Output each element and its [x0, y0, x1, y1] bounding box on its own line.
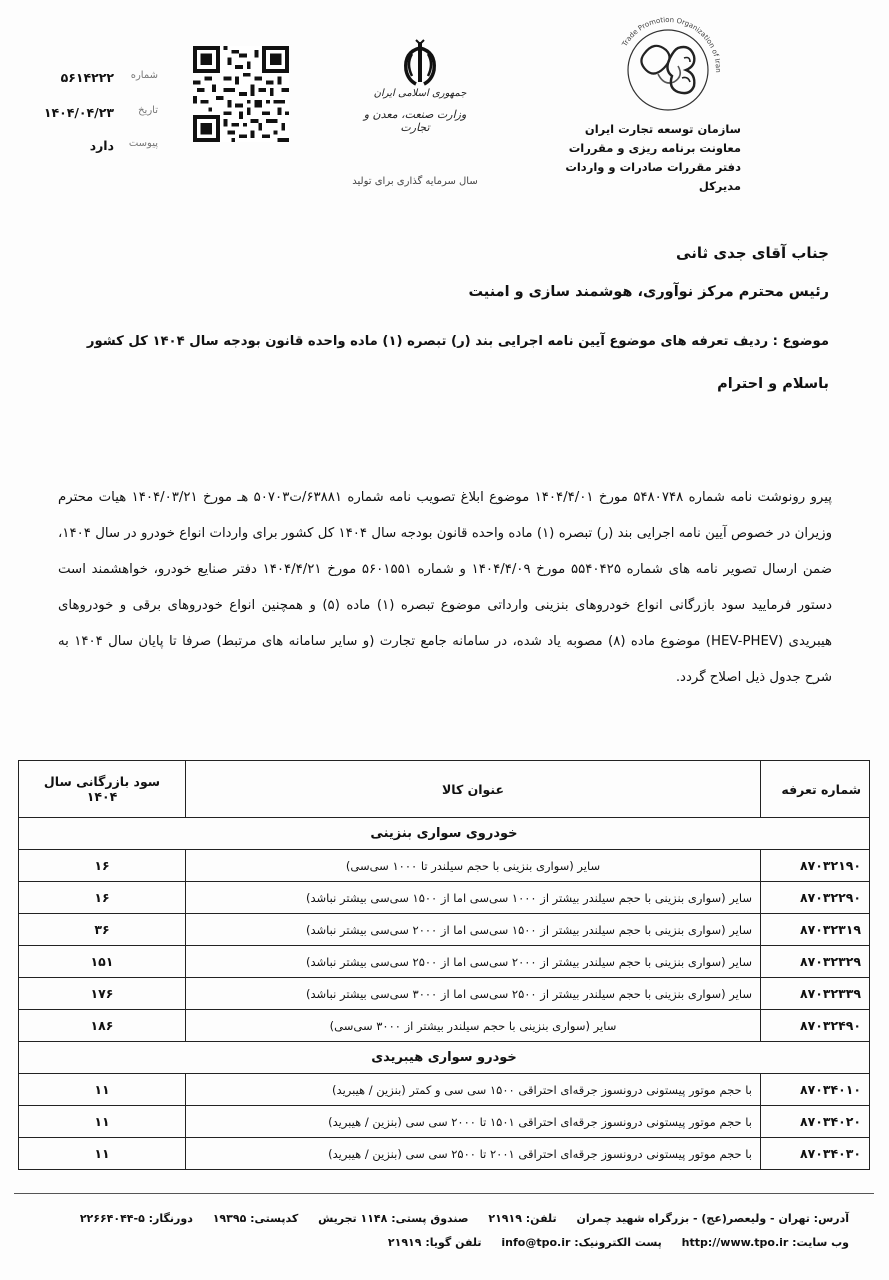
commercial-profit: ۱۱ — [19, 1138, 186, 1170]
year-slogan: سال سرمایه گذاری برای تولید — [352, 176, 478, 187]
greeting: باسلام و احترام — [717, 376, 829, 392]
commercial-profit: ۱۱ — [19, 1106, 186, 1138]
tariff-code: ۸۷۰۳۴۰۲۰ — [761, 1106, 870, 1138]
tariff-table — [18, 760, 870, 1170]
letter-attachment-row — [18, 138, 158, 154]
tariff-code: ۸۷۰۳۲۲۹۰ — [761, 882, 870, 914]
table-row — [19, 1010, 870, 1042]
organization-director: مدیرکل — [698, 179, 741, 193]
footer-website: وب سایت: http://www.tpo.ir — [681, 1236, 849, 1249]
table-row — [19, 1106, 870, 1138]
table-row — [19, 850, 870, 882]
footer-po-box: صندوق پستی: ۱۱۴۸ تجریش — [318, 1212, 469, 1225]
goods-title: سایر (سواری بنزینی با حجم سیلندر بیشتر از ۳۰۰۰ سی‌سی) — [186, 1010, 761, 1042]
footer-address-line — [39, 1212, 849, 1225]
table-row — [19, 914, 870, 946]
header-goods-title: عنوان کالا — [186, 761, 761, 818]
footer-fax: دورنگار: ۵-۲۲۶۶۴۰۴۴ — [79, 1212, 193, 1225]
letter-subject: موضوع : ردیف تعرفه های موضوع آیین نامه اجرایی بند (ر) تبصره (۱) ماده واحده قانون بودجه سال ۱۴۰۴ کل کشور — [86, 334, 829, 349]
goods-title: سایر (سواری بنزینی با حجم سیلندر تا ۱۰۰۰ سی‌سی) — [186, 850, 761, 882]
commercial-profit: ۳۶ — [19, 914, 186, 946]
table-row — [19, 1138, 870, 1170]
commercial-profit: ۱۵۱ — [19, 946, 186, 978]
organization-lines — [511, 120, 741, 196]
ministry-name: وزارت صنعت، معدن و تجارت — [363, 108, 467, 134]
tariff-code: ۸۷۰۳۲۴۹۰ — [761, 1010, 870, 1042]
tariff-code: ۸۷۰۳۴۰۳۰ — [761, 1138, 870, 1170]
header-commercial-profit: سود بازرگانی سال ۱۴۰۴ — [19, 761, 186, 818]
letter-date-label: تاریخ — [138, 105, 158, 116]
footer-phone: تلفن: ۲۱۹۱۹ — [488, 1212, 557, 1225]
section-title-gasoline: خودروی سواری بنزینی — [19, 818, 870, 850]
goods-title: سایر (سواری بنزینی با حجم سیلندر بیشتر از ۲۰۰۰ سی‌سی اما از ۲۵۰۰ سی‌سی بیشتر نباشد) — [186, 946, 761, 978]
organization-office: دفتر مقررات صادرات و واردات — [565, 160, 741, 174]
commercial-profit: ۱۸۶ — [19, 1010, 186, 1042]
table-row — [19, 882, 870, 914]
footer-contact-line — [39, 1236, 849, 1249]
goods-title: سایر (سواری بنزینی با حجم سیلندر بیشتر از ۲۵۰۰ سی‌سی اما از ۳۰۰۰ سی‌سی بیشتر نباشد) — [186, 978, 761, 1010]
svg-text:Trade Promotion Organization o — [620, 16, 722, 73]
goods-title: با حجم موتور پیستونی درونسوز جرقه‌ای احتراقی ۱۵۰۰ سی سی و کمتر (بنزین / هیبرید) — [186, 1074, 761, 1106]
letter-attachment-label: پیوست — [128, 138, 158, 149]
footer-email: پست الکترونیک: info@tpo.ir — [501, 1236, 662, 1249]
tariff-code: ۸۷۰۳۲۳۱۹ — [761, 914, 870, 946]
qr-code — [193, 46, 289, 142]
table-row — [19, 946, 870, 978]
header-tariff-code: شماره تعرفه — [761, 761, 870, 818]
tpo-logo — [612, 14, 732, 126]
iran-emblem-icon — [398, 38, 442, 88]
letter-date-row — [18, 105, 158, 121]
table-row — [19, 1074, 870, 1106]
organization-deputy: معاونت برنامه ریزی و مقررات — [568, 141, 741, 155]
logo-ring-text: Trade Promotion Organization of Iran — [620, 15, 723, 73]
government-name: جمهوری اسلامی ایران — [373, 88, 467, 99]
tariff-code: ۸۷۰۳۴۰۱۰ — [761, 1074, 870, 1106]
tariff-code: ۸۷۰۳۲۱۹۰ — [761, 850, 870, 882]
addressee-name: جناب آقای جدی ثانی — [676, 244, 829, 262]
commercial-profit: ۱۱ — [19, 1074, 186, 1106]
footer-divider — [14, 1193, 874, 1194]
table-header-row — [19, 761, 870, 818]
goods-title: با حجم موتور پیستونی درونسوز جرقه‌ای احتراقی ۱۵۰۱ تا ۲۰۰۰ سی سی (بنزین / هیبرید) — [186, 1106, 761, 1138]
letter-number-label: شماره — [130, 70, 158, 81]
commercial-profit: ۱۷۶ — [19, 978, 186, 1010]
addressee-title: رئیس محترم مرکز نوآوری، هوشمند سازی و امنیت — [468, 284, 829, 300]
section-title-hybrid: خودرو سواری هیبریدی — [19, 1042, 870, 1074]
letter-date: ۱۴۰۴/۰۴/۲۳ — [43, 105, 114, 120]
letter-number-row — [18, 70, 158, 86]
footer-ivr-phone: تلفن گویا: ۲۱۹۱۹ — [387, 1236, 482, 1249]
tariff-code: ۸۷۰۳۲۳۲۹ — [761, 946, 870, 978]
goods-title: با حجم موتور پیستونی درونسوز جرقه‌ای احتراقی ۲۰۰۱ تا ۲۵۰۰ سی سی (بنزین / هیبرید) — [186, 1138, 761, 1170]
commercial-profit: ۱۶ — [19, 850, 186, 882]
table-section-row — [19, 818, 870, 850]
organization-name: سازمان توسعه تجارت ایران — [584, 122, 741, 136]
footer-address: آدرس: تهران - ولیعصر(عج) - بزرگراه شهید چمران — [576, 1212, 849, 1225]
table-section-row — [19, 1042, 870, 1074]
commercial-profit: ۱۶ — [19, 882, 186, 914]
tariff-code: ۸۷۰۳۲۳۳۹ — [761, 978, 870, 1010]
table-row — [19, 978, 870, 1010]
letter-attachment: دارد — [89, 138, 114, 153]
goods-title: سایر (سواری بنزینی با حجم سیلندر بیشتر از ۱۵۰۰ سی‌سی اما از ۲۰۰۰ سی‌سی بیشتر نباشد) — [186, 914, 761, 946]
footer-postal-code: کدپستی: ۱۹۳۹۵ — [212, 1212, 299, 1225]
letter-number: ۵۶۱۴۲۲۲ — [60, 70, 114, 85]
goods-title: سایر (سواری بنزینی با حجم سیلندر بیشتر از ۱۰۰۰ سی‌سی اما از ۱۵۰۰ سی‌سی بیشتر نباشد) — [186, 882, 761, 914]
letter-body: پیرو رونوشت نامه شماره ۵۴۸۰۷۴۸ مورخ ۱۴۰۴/۴/۰۱ موضوع ابلاغ تصویب نامه شماره ۶۳۸۸۱/ت۵۰۷۰۳ هـ مورخ ۱۴۰۴/۰۳/۲۱ هیات محترم وزیران در خصوص آیین نامه اجرایی بند (ر) تبصره (۱) ماده واحده قانون بودجه سال ۱۴۰۴ کل کشور برای واردات انواع خودرو در سال ۱۴۰۴، ضمن ارسال تصویر نامه های شماره ۵۵۴۰۴۲۵ مورخ ۱۴۰۴/۴/۰۹ و شماره ۵۶۰۱۵۵۱ مورخ ۱۴۰۴/۴/۲۱ دفتر صنایع خودرو، خواهشمند است دستور فرمایید سود بازرگانی انواع خودروهای بنزینی وارداتی موضوع تبصره (۱) ماده (۵) و همچنین انواع خودروهای برقی و خودروهای هیبریدی (HEV-PHEV) موضوع ماده (۸) مصوبه یاد شده، در سامانه جامع تجارت (و سایر سامانه های مرتبط) صرفا تا پایان سال ۱۴۰۴ به شرح جدول ذیل اصلاح گردد. — [58, 490, 833, 685]
